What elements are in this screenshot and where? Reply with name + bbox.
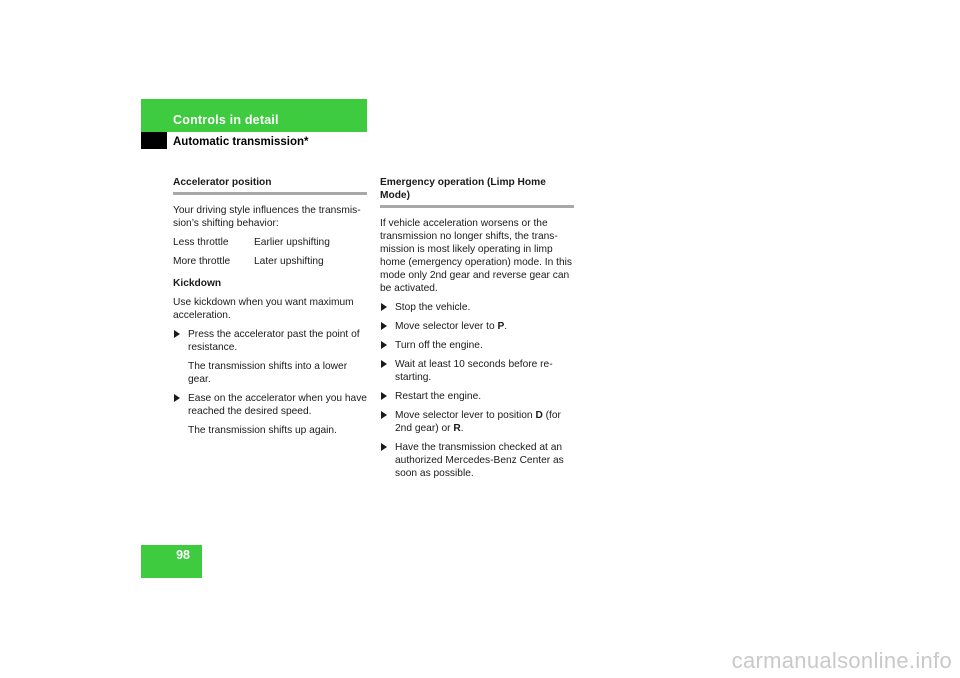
instruction-step bbox=[380, 301, 574, 314]
arrow-bullet-icon bbox=[174, 394, 180, 402]
page-number: 98 bbox=[176, 548, 190, 562]
accelerator-intro: Your driving style influences the transmis-sion’s shifting behavior: bbox=[173, 205, 361, 229]
section-title: Controls in detail bbox=[173, 113, 279, 127]
step-text: Ease on the accelerator when you have reached the desired speed. bbox=[188, 393, 367, 417]
throttle-row bbox=[173, 236, 367, 249]
instruction-step bbox=[380, 339, 574, 352]
gear-r: R bbox=[453, 423, 461, 434]
instruction-step bbox=[173, 328, 367, 354]
throttle-label: Less throttle bbox=[173, 237, 229, 248]
emergency-intro: If vehicle acceleration worsens or the transmission no longer shifts, the trans-mission is most likely operating in limp home (emergency operation) mode. In this mode only 2nd gear and reverse gear can be activated. bbox=[380, 218, 572, 294]
kickdown-intro: Use kickdown when you want maximum acceleration. bbox=[173, 297, 354, 321]
instruction-step bbox=[380, 409, 574, 435]
step-text: Turn off the engine. bbox=[395, 340, 483, 351]
arrow-bullet-icon bbox=[381, 341, 387, 349]
arrow-bullet-icon bbox=[381, 443, 387, 451]
step-text: Move selector lever to position bbox=[395, 410, 536, 421]
instruction-step bbox=[380, 390, 574, 403]
header-marker bbox=[141, 132, 167, 149]
gear-d: D bbox=[535, 410, 543, 421]
throttle-row bbox=[173, 255, 367, 268]
kickdown-heading: Kickdown bbox=[173, 278, 222, 289]
step-result: The transmission shifts into a lower gear. bbox=[188, 361, 348, 385]
arrow-bullet-icon bbox=[381, 360, 387, 368]
arrow-bullet-icon bbox=[174, 330, 180, 338]
step-result: The transmission shifts up again. bbox=[188, 425, 337, 436]
emergency-heading: Emergency operation (Limp Home Mode) bbox=[380, 176, 574, 208]
left-column bbox=[173, 176, 367, 443]
instruction-step bbox=[173, 392, 367, 418]
arrow-bullet-icon bbox=[381, 411, 387, 419]
step-text: Move selector lever to bbox=[395, 321, 498, 332]
arrow-bullet-icon bbox=[381, 322, 387, 330]
page-subtitle: Automatic transmission* bbox=[173, 136, 309, 148]
watermark: carmanualsonline.info bbox=[731, 648, 952, 673]
step-text: Restart the engine. bbox=[395, 391, 482, 402]
accelerator-heading: Accelerator position bbox=[173, 176, 367, 195]
arrow-bullet-icon bbox=[381, 392, 387, 400]
throttle-value: Later upshifting bbox=[254, 256, 324, 267]
instruction-step bbox=[380, 358, 574, 384]
step-text: Stop the vehicle. bbox=[395, 302, 471, 313]
throttle-label: More throttle bbox=[173, 256, 231, 267]
step-text: Wait at least 10 seconds before re-starting. bbox=[395, 359, 553, 383]
step-end: . bbox=[504, 321, 508, 332]
gear-p: P bbox=[497, 321, 505, 332]
step-text: Press the accelerator past the point of resistance. bbox=[188, 329, 360, 353]
step-text: Have the transmission checked at an authorized Mercedes-Benz Center as soon as possible. bbox=[395, 442, 564, 479]
step-mid: (for 2nd gear) or bbox=[395, 410, 561, 434]
instruction-step bbox=[380, 320, 574, 333]
instruction-step bbox=[380, 441, 574, 480]
arrow-bullet-icon bbox=[381, 303, 387, 311]
right-column bbox=[380, 176, 574, 486]
step-end: . bbox=[460, 423, 464, 434]
throttle-value: Earlier upshifting bbox=[254, 237, 330, 248]
